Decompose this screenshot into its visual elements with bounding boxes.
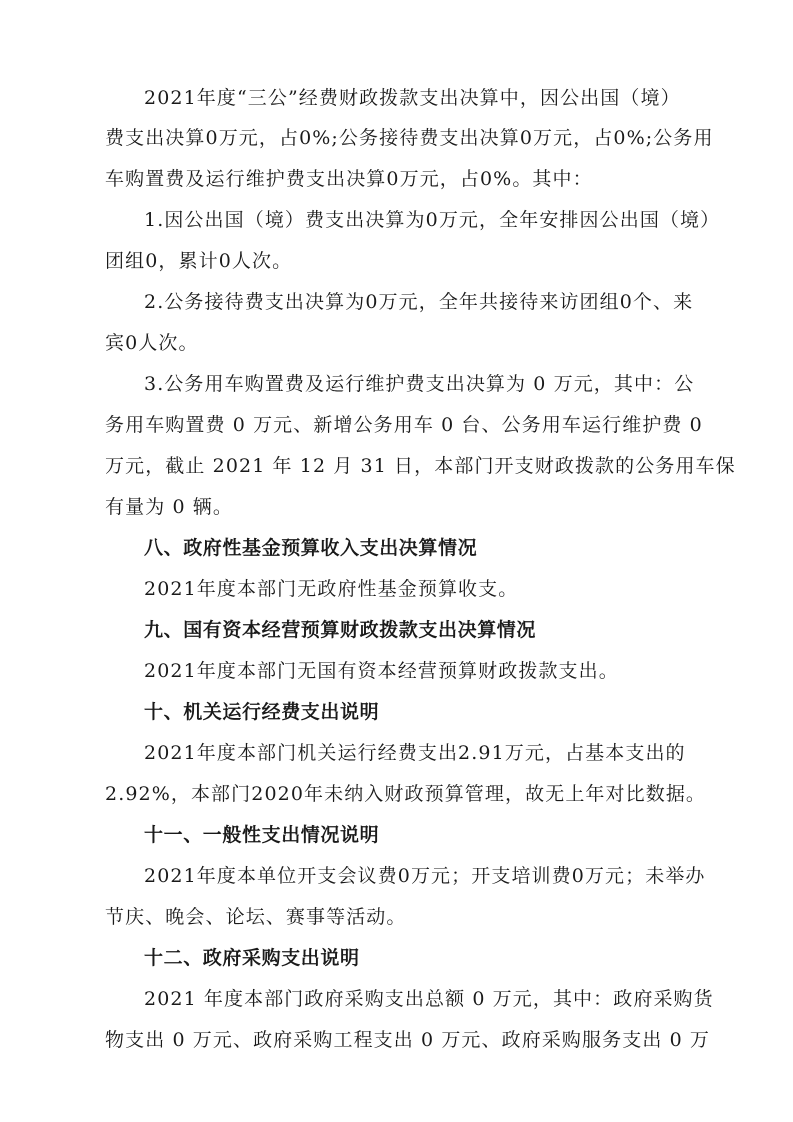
list-item-line: 有量为 0 辆。 (105, 496, 233, 518)
section-heading: 十、机关运行经费支出说明 (144, 701, 380, 723)
list-item-line: 务用车购置费 0 万元、新增公务用车 0 台、公务用车运行维护费 0 (105, 414, 703, 436)
list-item-line: 1.因公出国（境）费支出决算为0万元，全年安排因公出国（境） (144, 209, 721, 231)
list-item-line: 宾0人次。 (105, 332, 199, 354)
paragraph-line: 2021年度本单位开支会议费0万元；开支培训费0万元；未举办 (144, 865, 706, 887)
paragraph-line: 车购置费及运行维护费支出决算0万元，占0%。其中： (105, 168, 593, 190)
paragraph-line: 2.92%，本部门2020年未纳入财政预算管理，故无上年对比数据。 (105, 783, 707, 805)
paragraph-line: 2021年度本部门机关运行经费支出2.91万元，占基本支出的 (144, 742, 686, 764)
section-heading: 十二、政府采购支出说明 (144, 947, 360, 969)
list-item-line: 万元，截止 2021 年 12 月 31 日，本部门开支财政拨款的公务用车保 (105, 455, 736, 477)
paragraph-line: 费支出决算0万元，占0%;公务接待费支出决算0万元，占0%;公务用 (105, 127, 714, 149)
paragraph-line: 2021年度本部门无国有资本经营预算财政拨款支出。 (144, 660, 619, 682)
list-item-line: 3.公务用车购置费及运行维护费支出决算为 0 万元，其中：公 (144, 373, 695, 395)
section-heading: 八、政府性基金预算收入支出决算情况 (144, 537, 478, 559)
list-item-line: 团组0，累计0人次。 (105, 250, 293, 272)
section-heading: 九、国有资本经营预算财政拨款支出决算情况 (144, 619, 537, 641)
paragraph-line: 2021 年度本部门政府采购支出总额 0 万元，其中：政府采购货 (144, 988, 714, 1010)
paragraph-line: 物支出 0 万元、政府采购工程支出 0 万元、政府采购服务支出 0 万 (105, 1029, 711, 1051)
paragraph-line: 2021年度本部门无政府性基金预算收支。 (144, 578, 519, 600)
paragraph-line: 节庆、晚会、论坛、赛事等活动。 (105, 906, 407, 928)
section-heading: 十一、一般性支出情况说明 (144, 824, 380, 846)
paragraph-line: 2021年度“三公”经费财政拨款支出决算中，因公出国（境） (144, 87, 681, 109)
list-item-line: 2.公务接待费支出决算为0万元，全年共接待来访团组0个、来 (144, 291, 694, 313)
